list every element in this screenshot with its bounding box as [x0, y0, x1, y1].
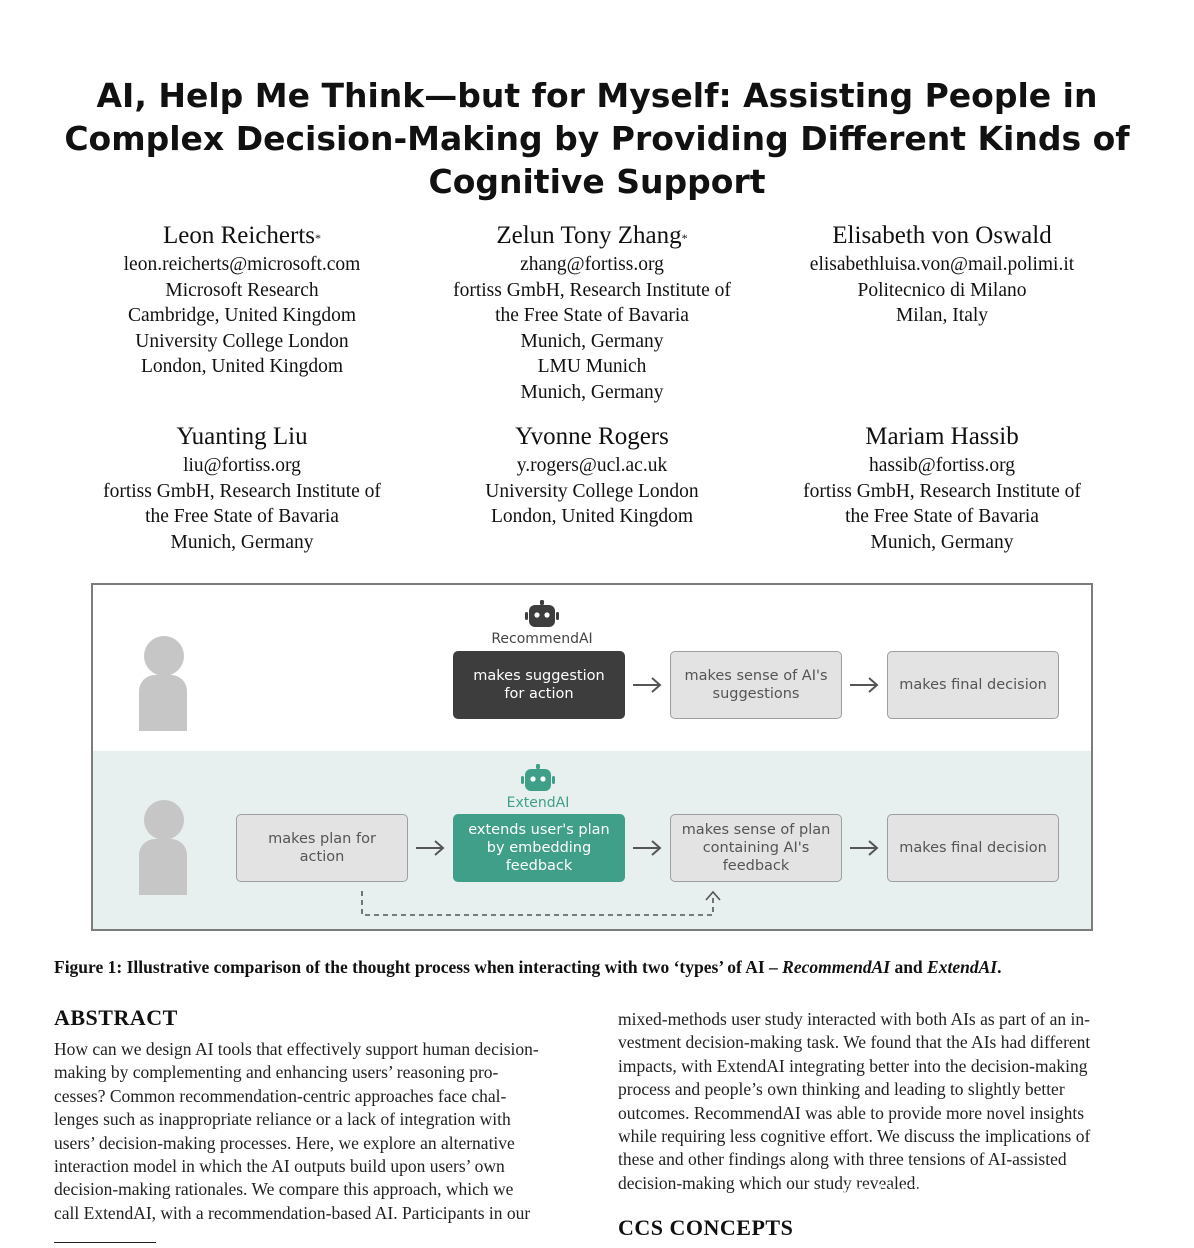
author-name: Yuanting Liu — [176, 423, 308, 450]
author-name: Yvonne Rogers — [515, 423, 669, 450]
author-affiliation-line: University College London — [135, 330, 349, 352]
paper-title: AI, Help Me Think—but for Myself: Assisting People in Complex Decision-Making by Providing Different Kinds of Cognitive Support — [64, 76, 1130, 201]
author-affiliation-line: elisabethluisa.von@mail.polimi.it — [809, 254, 1075, 275]
recommendai-label: RecommendAI — [491, 631, 593, 647]
author-affiliation-line: Milan, Italy — [895, 305, 989, 326]
extendai-step-sensemaking: makes sense of plan containing AI's feedback — [670, 814, 842, 882]
author-block — [752, 221, 1132, 329]
arrow-right-icon — [848, 675, 882, 695]
extendai-step-extends-plan: extends user's plan by embedding feedback — [453, 814, 625, 882]
recommendai-step-suggestion: makes suggestion for action — [453, 651, 625, 719]
author-block — [402, 221, 782, 405]
abstract-line: while requiring less cognitive effort. We discuss the implications of — [618, 1126, 1091, 1147]
robot-icon — [519, 763, 557, 797]
author-affiliation-line: Munich, Germany — [870, 531, 1014, 553]
author-affiliation-line: the Free State of Bavaria — [145, 506, 339, 527]
author-affiliation-line: fortiss GmbH, Research Institute of — [103, 480, 381, 502]
author-name: Leon Reicherts* — [162, 222, 322, 249]
author-affiliation-line: zhang@fortiss.org — [520, 254, 664, 275]
abstract-line: these and other findings along with three tensions of AI-assisted — [618, 1149, 1067, 1170]
author-block — [52, 221, 432, 380]
author-affiliation-line: the Free State of Bavaria — [495, 305, 689, 326]
robot-icon — [523, 599, 561, 633]
footnote-rule — [54, 1242, 156, 1243]
abstract-line: impacts, with ExtendAI integrating better into the decision-making — [618, 1055, 1088, 1076]
author-affiliation-line: Microsoft Research — [165, 279, 319, 301]
author-affiliation-line: the Free State of Bavaria — [845, 506, 1039, 527]
author-affiliation-line: LMU Munich — [537, 356, 647, 377]
arrow-right-icon — [631, 838, 665, 858]
author-affiliation-line: London, United Kingdom — [140, 356, 344, 377]
arrow-right-icon — [414, 838, 448, 858]
figure-1 — [91, 583, 1093, 931]
author-name: Elisabeth von Oswald — [832, 222, 1052, 249]
watermark: 小红书号：839336904 — [812, 1183, 1116, 1214]
extendai-step-final-decision: makes final decision — [887, 814, 1059, 882]
author-affiliation-line: Munich, Germany — [520, 381, 664, 403]
abstract-line: mixed-methods user study interacted with both AIs as part of an in- — [618, 1009, 1090, 1029]
abstract-line: interaction model in which the AI outputs build upon users’ own — [54, 1156, 505, 1177]
author-block — [402, 422, 782, 530]
figure-caption: Figure 1: Illustrative comparison of the thought process when interacting with two ‘types’ of AI – RecommendAI and ExtendAI. — [54, 957, 1002, 977]
author-affiliation-line: Cambridge, United Kingdom — [127, 305, 356, 326]
arrow-right-icon — [631, 675, 665, 695]
author-affiliation-line: y.rogers@ucl.ac.uk — [516, 455, 668, 476]
author-affiliation-line: fortiss GmbH, Research Institute of — [803, 480, 1081, 502]
author-block — [52, 422, 432, 555]
author-affiliation-line: University College London — [485, 480, 699, 502]
abstract-line: lenges such as inappropriate reliance or a lack of integration with — [54, 1109, 511, 1130]
abstract-line: call ExtendAI, with a recommendation-based AI. Participants in our — [54, 1202, 531, 1223]
author-affiliation-line: London, United Kingdom — [490, 506, 694, 527]
abstract-line: cesses? Common recommendation-centric approaches face chal- — [54, 1085, 507, 1106]
extendai-label: ExtendAI — [506, 795, 570, 811]
abstract-heading: ABSTRACT — [54, 1005, 178, 1030]
abstract-text-left — [54, 1038, 567, 1225]
author-block — [752, 422, 1132, 555]
author-affiliation-line: hassib@fortiss.org — [869, 455, 1015, 476]
recommendai-step-final-decision: makes final decision — [887, 651, 1059, 719]
abstract-text-right — [618, 1008, 1131, 1195]
author-name: Zelun Tony Zhang* — [496, 222, 688, 249]
arrow-right-icon — [848, 838, 882, 858]
abstract-line: How can we design AI tools that effectively support human decision- — [54, 1039, 539, 1059]
abstract-line: decision-making which our study revealed. — [618, 1172, 920, 1193]
recommendai-step-sensemaking: makes sense of AI's suggestions — [670, 651, 842, 719]
abstract-line: vestment decision-making task. We found that the AIs had different — [618, 1032, 1091, 1053]
author-affiliation-line: leon.reicherts@microsoft.com — [123, 254, 361, 275]
abstract-line: decision-making rationales. We compare this approach, which we — [54, 1179, 514, 1200]
author-name: Mariam Hassib — [865, 423, 1019, 450]
author-affiliation-line: Munich, Germany — [170, 531, 314, 553]
ccs-concepts-heading: CCS CONCEPTS — [618, 1215, 794, 1240]
abstract-line: process and people’s own thinking and leading to slightly better — [618, 1079, 1065, 1100]
extendai-step-plan: makes plan for action — [236, 814, 408, 882]
author-affiliation-line: Politecnico di Milano — [857, 279, 1027, 301]
abstract-line: making by complementing and enhancing users’ reasoning pro- — [54, 1062, 499, 1083]
author-affiliation-line: Munich, Germany — [520, 330, 664, 352]
feedback-loop-dashed-arrow — [353, 888, 723, 918]
abstract-line: users’ decision-making processes. Here, we explore an alternative — [54, 1132, 515, 1153]
author-affiliation-line: liu@fortiss.org — [183, 455, 301, 476]
abstract-line: outcomes. RecommendAI was able to provide more novel insights — [618, 1102, 1085, 1123]
author-affiliation-line: fortiss GmbH, Research Institute of — [453, 279, 731, 301]
